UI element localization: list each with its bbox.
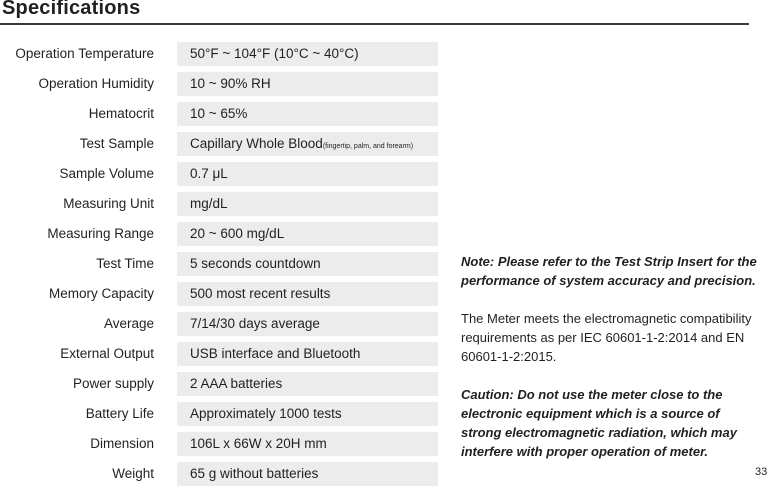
- page-number: 33: [755, 466, 768, 478]
- spec-label: Dimension: [90, 436, 154, 451]
- spec-label: Operation Humidity: [38, 76, 154, 91]
- spec-row: [0, 462, 438, 486]
- spec-value: [177, 282, 438, 306]
- spec-value: [177, 432, 438, 456]
- spec-value-text: 20 ~ 600 mg/dL: [190, 226, 285, 241]
- spec-label: Average: [103, 316, 154, 331]
- spec-value-text: 50°F ~ 104°F (10°C ~ 40°C): [190, 46, 359, 61]
- spec-row: [0, 192, 438, 216]
- spec-row: [0, 282, 438, 306]
- spec-value-text: Approximately 1000 tests: [190, 406, 342, 421]
- spec-value-text: 10 ~ 65%: [190, 106, 248, 121]
- spec-value-note: (fingertip, palm, and forearm): [322, 143, 414, 150]
- spec-value: [177, 312, 438, 336]
- spec-value: [177, 162, 438, 186]
- spec-value: [177, 132, 438, 156]
- spec-value-text: Capillary Whole Blood: [190, 136, 323, 151]
- spec-row: [0, 342, 438, 366]
- spec-value: [177, 192, 438, 216]
- spec-value-text: 7/14/30 days average: [190, 316, 320, 331]
- spec-value: [177, 222, 438, 246]
- spec-label: Test Sample: [79, 136, 154, 151]
- spec-row: [0, 42, 438, 66]
- spec-row: [0, 72, 438, 96]
- spec-label: Battery Life: [85, 406, 154, 421]
- spec-value-text: 106L x 66W x 20H mm: [190, 436, 327, 451]
- accuracy-note: Note: Please refer to the Test Strip Insert for the performance of system accuracy and precision.: [461, 254, 757, 288]
- spec-value: [177, 102, 438, 126]
- compliance-text: The Meter meets the electromagnetic compatibility requirements as per IEC 60601-1-2:2014 and EN 60601-1-2:2015.: [461, 311, 752, 364]
- spec-value: [177, 372, 438, 396]
- spec-label: Sample Volume: [59, 166, 154, 181]
- page-title: Specifications: [2, 0, 141, 19]
- spec-row: [0, 222, 438, 246]
- spec-label: Weight: [112, 466, 154, 481]
- spec-value-text: mg/dL: [190, 196, 228, 211]
- spec-row: [0, 252, 438, 276]
- spec-value-text: 5 seconds countdown: [190, 256, 321, 271]
- spec-value: [177, 72, 438, 96]
- spec-value: [177, 252, 438, 276]
- spec-label: Measuring Range: [47, 226, 154, 241]
- spec-value-text: 65 g without batteries: [190, 466, 319, 481]
- spec-row: [0, 312, 438, 336]
- notes-section: [461, 252, 757, 461]
- spec-value: [177, 402, 438, 426]
- spec-value-text: 2 AAA batteries: [190, 376, 283, 391]
- spec-row: [0, 132, 438, 156]
- spec-label: Operation Temperature: [15, 46, 154, 61]
- caution-note: Caution: Do not use the meter close to the electronic equipment which is a source of strong electromagnetic radiation, which may interfere with proper operation of meter.: [461, 387, 737, 459]
- spec-row: [0, 432, 438, 456]
- spec-value-text: USB interface and Bluetooth: [190, 346, 361, 361]
- title-divider: [0, 23, 749, 25]
- spec-row: [0, 402, 438, 426]
- spec-value-text: 500 most recent results: [190, 286, 331, 301]
- spec-row: [0, 102, 438, 126]
- spec-row: [0, 372, 438, 396]
- spec-value: [177, 42, 438, 66]
- spec-label: Test Time: [96, 256, 154, 271]
- spec-label: Power supply: [72, 376, 154, 391]
- spec-value: [177, 462, 438, 486]
- spec-row: [0, 162, 438, 186]
- spec-label: Measuring Unit: [63, 196, 154, 211]
- spec-label: Memory Capacity: [48, 286, 154, 301]
- spec-value-text: 0.7 μL: [190, 166, 228, 181]
- spec-label: External Output: [60, 346, 154, 361]
- spec-label: Hematocrit: [88, 106, 154, 121]
- spec-value-text: 10 ~ 90% RH: [190, 76, 271, 91]
- spec-value: [177, 342, 438, 366]
